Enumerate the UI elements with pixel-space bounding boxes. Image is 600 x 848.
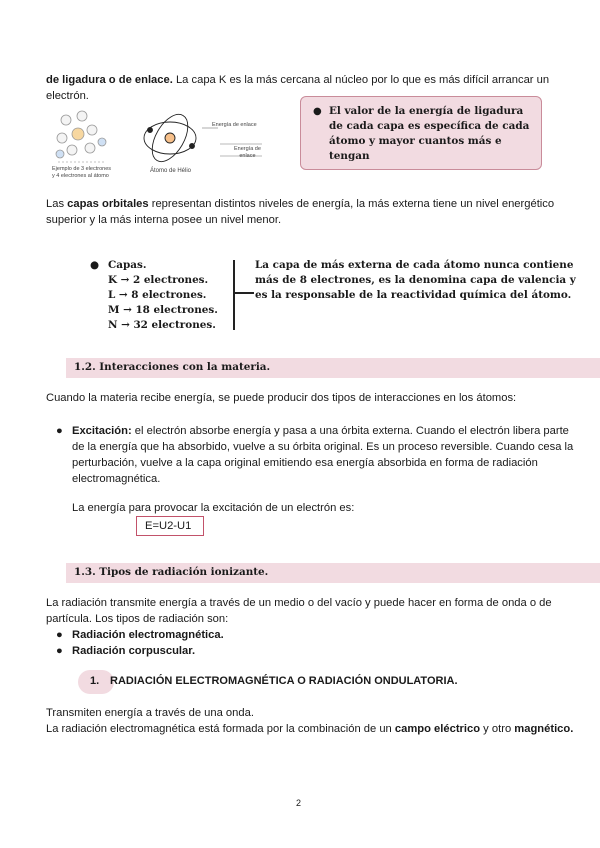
bracket-vertical (233, 260, 235, 330)
orbitales-paragraph (46, 196, 566, 228)
helium-atom (144, 108, 196, 167)
subsection-1-line1: Transmiten energía a través de una onda. (46, 707, 254, 719)
subsection-1-heading (78, 670, 548, 694)
subsection-1-line2 (46, 721, 576, 737)
orbitales-rest: representan distintos niveles de energía, la más externa tiene un nivel energético superior y la más interna posee un nivel menor. (46, 198, 555, 226)
radiation-type: Radiación corpuscular. (72, 645, 196, 657)
excitacion-label: Excitación: (72, 425, 132, 437)
radiation-type-row (56, 643, 456, 659)
page-number: 2 (296, 798, 302, 808)
formula-box: E=U2-U1 (136, 516, 204, 536)
excitacion-text: el electrón absorbe energía y pasa a una órbita externa. Cuando el electrón libera parte de la energía que ha absorbido, vuelve a su órbita original. Es un proceso reversible. Cuando cesa la perturbación, vuelve a la capa original emitiendo esa energía absorbida en forma de radiación electromagnética. (72, 425, 574, 485)
section-12-header (66, 358, 600, 378)
radiation-type: Radiación electromagnética. (72, 629, 224, 641)
orbitales-bold: capas orbitales (67, 198, 149, 210)
capas-title: Capas. (108, 259, 147, 271)
caption-right-bottom (234, 146, 261, 160)
atom-figure (52, 108, 282, 188)
caption-left-line2: y 4 electrones al átomo (52, 173, 109, 179)
bracket-horizontal (234, 292, 254, 294)
capas-title-row (90, 258, 230, 273)
electron-cluster (56, 111, 106, 158)
subsection-title: RADIACIÓN ELECTROMAGNÉTICA O RADIACIÓN ONDULATORIA. (110, 675, 458, 687)
callout-box (300, 96, 542, 170)
capa-item: K → 2 electrones. (108, 274, 209, 286)
radiation-types (56, 627, 456, 659)
subsection-number: 1. (90, 675, 100, 687)
capas-list (90, 258, 230, 333)
line2-mid: y otro (480, 723, 515, 735)
radiation-type-bullet: ● (56, 629, 63, 641)
line2-bold2: magnético. (514, 723, 574, 735)
intro-bold: de ligadura o de enlace. (46, 74, 173, 86)
section-13-title: 1.3. Tipos de radiación ionizante. (74, 566, 269, 578)
orbitales-pre: Las (46, 198, 68, 210)
line2-bold1: campo eléctrico (394, 723, 481, 735)
caption-mid: Átomo de Hélio (150, 168, 192, 174)
radiation-type-bullet: ● (56, 645, 63, 657)
section-12-title: 1.2. Interacciones con la materia. (74, 361, 271, 373)
caption-right-line3: enlace (239, 153, 256, 159)
caption-right-top: Energía de enlace (212, 122, 257, 128)
capas-note: La capa de más externa de cada átomo nunca contiene más de 8 electrones, es la denomina capa de valencia y es la responsable de la reactividad química del átomo. (255, 259, 576, 301)
line2-pre: La radiación electromagnética está formada por la combinación de un (46, 723, 395, 735)
intro-text: La capa K es la más cercana al núcleo por lo que es más difícil arrancar un electrón. (46, 74, 550, 102)
energy-text: La energía para provocar la excitación de un electrón es: (72, 502, 355, 514)
callout-text: El valor de la energía de ligadura de cada capa es específica de cada átomo y mayor cuantos más e tengan (329, 105, 530, 162)
section-12-intro: Cuando la materia recibe energía, se puede producir dos tipos de interacciones en los átomos: (46, 392, 517, 404)
capa-item: N → 32 electrones. (108, 319, 216, 331)
excitacion-item (56, 423, 576, 487)
capa-item: M → 18 electrones. (108, 304, 218, 316)
caption-left-line1: Ejemplo de 3 electrones (52, 166, 112, 172)
capa-item: L → 8 electrones. (108, 289, 207, 301)
caption-right-line2: Energía de (234, 146, 261, 152)
section-13-intro: La radiación transmite energía a través de un medio o del vacío y puede hacer en forma de onda o de partícula. Los tipos de radiación son: (46, 597, 552, 625)
callout-bullet: ● (313, 106, 322, 117)
caption-left (52, 166, 111, 180)
radiation-type-row (56, 627, 456, 643)
excitacion-bullet: ● (56, 425, 63, 437)
section-13-header (66, 563, 600, 583)
capas-bullet: ● (90, 259, 100, 271)
